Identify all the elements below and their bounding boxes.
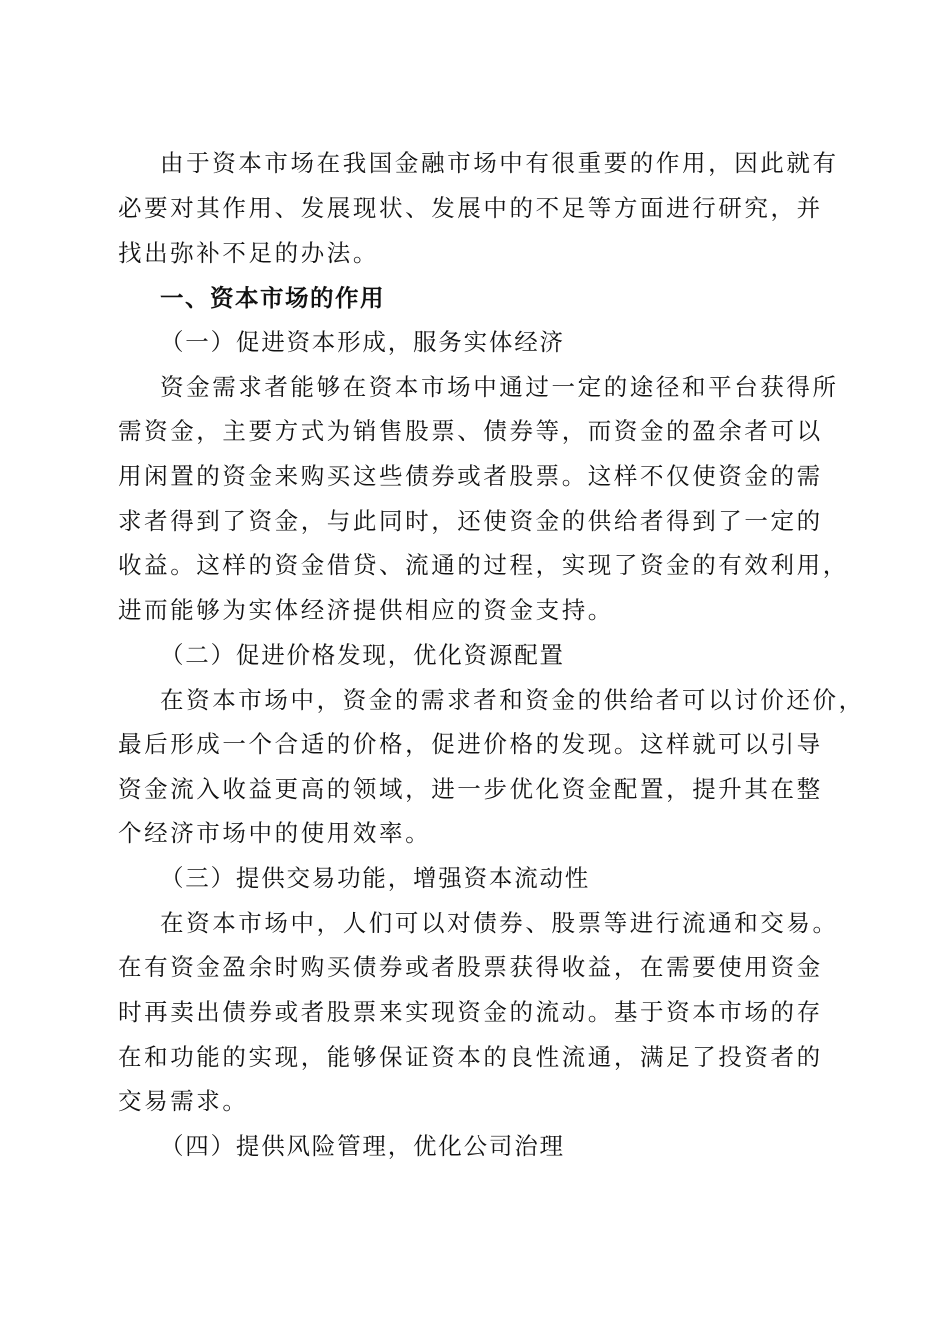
intro-line-3: 找出弥补不足的办法。 [118,239,379,267]
section-2-line-1: 在资本市场中，资金的需求者和资金的供给者可以讨价还价， [160,686,865,714]
section-1-line-1: 资金需求者能够在资本市场中通过一定的途径和平台获得所 [160,373,839,401]
section-3-line-4: 在和功能的实现，能够保证资本的良性流通，满足了投资者的 [118,1043,823,1071]
section-3-line-5: 交易需求。 [118,1087,249,1115]
section-1-line-2: 需资金，主要方式为销售股票、债券等，而资金的盈余者可以 [118,417,823,445]
section-1-line-4: 求者得到了资金，与此同时，还使资金的供给者得到了一定的 [118,507,823,535]
section-2-line-3: 资金流入收益更高的领域，进一步优化资金配置，提升其在整 [118,775,823,803]
section-2-line-4: 个经济市场中的使用效率。 [118,819,432,847]
section-3-line-2: 在有资金盈余时购买债券或者股票获得收益，在需要使用资金 [118,953,823,981]
section-3-line-1: 在资本市场中，人们可以对债券、股票等进行流通和交易。 [160,909,839,937]
section-1-line-6: 进而能够为实体经济提供相应的资金支持。 [118,596,614,624]
section-3-line-3: 时再卖出债券或者股票来实现资金的流动。基于资本市场的存 [118,998,823,1026]
section-3-heading: （三）提供交易功能，增强资本流动性 [160,864,591,892]
section-4-heading: （四）提供风险管理，优化公司治理 [160,1132,565,1160]
section-1-line-5: 收益。这样的资金借贷、流通的过程，实现了资金的有效利用， [118,551,849,579]
intro-line-2: 必要对其作用、发展现状、发展中的不足等方面进行研究，并 [118,194,823,222]
section-1-heading: （一）促进资本形成，服务实体经济 [160,328,565,356]
section-2-heading: （二）促进价格发现，优化资源配置 [160,641,565,669]
section-1-line-3: 用闲置的资金来购买这些债券或者股票。这样不仅使资金的需 [118,462,823,490]
section-2-line-2: 最后形成一个合适的价格，促进价格的发现。这样就可以引导 [118,730,823,758]
heading-1: 一、资本市场的作用 [160,284,385,312]
intro-line-1: 由于资本市场在我国金融市场中有很重要的作用，因此就有 [160,149,839,177]
